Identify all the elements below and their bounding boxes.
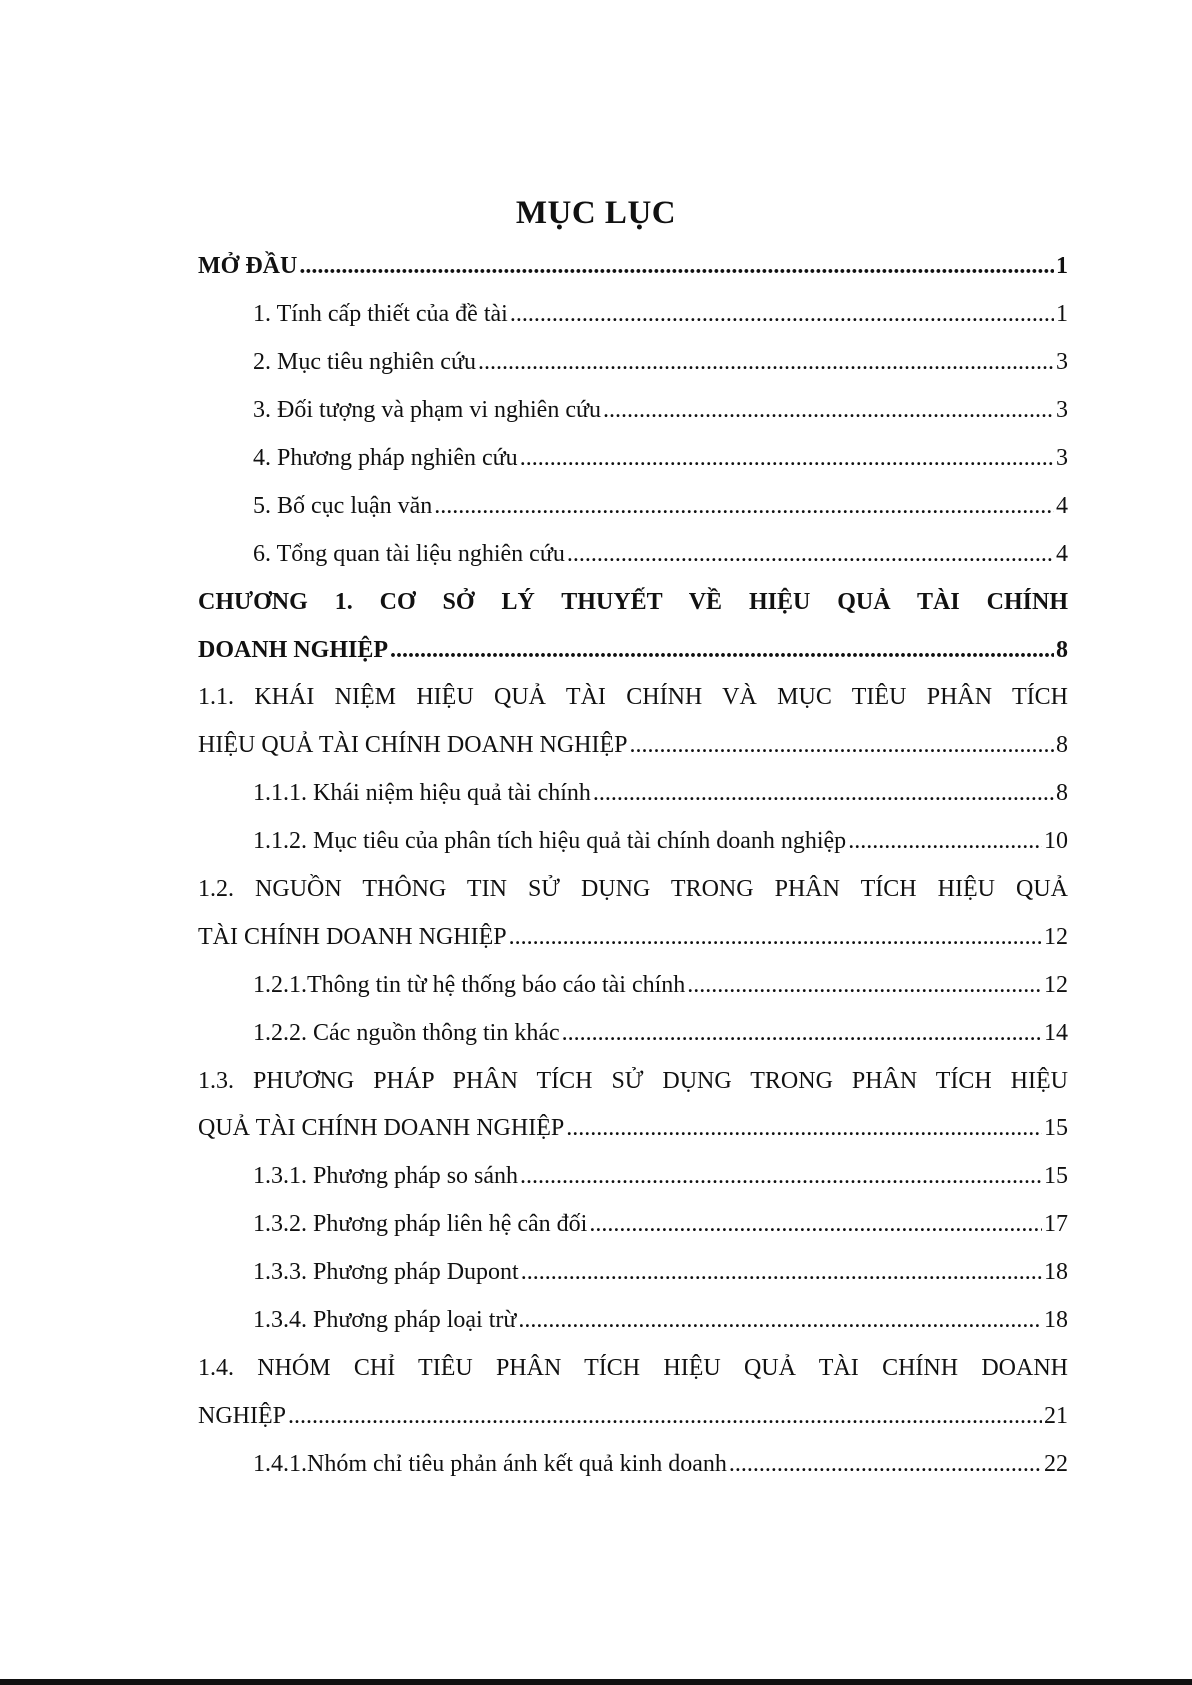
toc-entry[interactable] [198, 530, 1068, 578]
toc-entry-label: QUẢ TÀI CHÍNH DOANH NGHIỆP [198, 1115, 565, 1142]
dot-leader [848, 828, 1042, 855]
toc-entry-page: 22 [1044, 1450, 1068, 1477]
toc-entry-page: 12 [1044, 923, 1068, 950]
toc-entry[interactable] [198, 1297, 1068, 1345]
toc-entry-label: 1. Tính cấp thiết của đề tài [253, 301, 508, 328]
dot-leader [510, 301, 1054, 328]
toc-entry-label: TÀI CHÍNH DOANH NGHIỆP [198, 923, 507, 950]
dot-leader [518, 1307, 1042, 1334]
toc-entry-label: 3. Đối tượng và phạm vi nghiên cứu [253, 397, 601, 424]
dot-leader [520, 1163, 1042, 1190]
dot-leader [299, 253, 1054, 280]
toc-entry-page: 1 [1056, 253, 1068, 280]
toc-entry[interactable] [198, 1105, 1068, 1153]
toc-entry-label: 1.3.4. Phương pháp loại trừ [253, 1307, 517, 1334]
dot-leader [603, 397, 1054, 424]
toc-entry[interactable] [198, 722, 1068, 770]
dot-leader [520, 445, 1054, 472]
toc-entry[interactable] [198, 913, 1068, 961]
page-title: MỤC LỤC [515, 195, 677, 231]
toc-entry-page: 1 [1056, 301, 1068, 328]
toc-entry-page: 8 [1056, 780, 1068, 807]
toc-entry-page: 8 [1056, 732, 1068, 759]
toc-entry-label: 1.1.1. Khái niệm hiệu quả tài chính [253, 780, 591, 807]
dot-leader [390, 637, 1054, 664]
toc-entry[interactable] [198, 243, 1068, 291]
toc-entry-page: 14 [1044, 1019, 1068, 1046]
toc-entry-page: 3 [1056, 445, 1068, 471]
toc-entry-page: 4 [1056, 492, 1068, 519]
toc-entry-page: 17 [1044, 1211, 1068, 1238]
toc-entry-label: 4. Phương pháp nghiên cứu [253, 445, 518, 471]
toc-section-heading[interactable] [198, 1344, 1068, 1392]
toc-entry-label: NGHIỆP [198, 1402, 286, 1429]
dot-leader [434, 493, 1054, 520]
toc-entry-label: 1.2. NGUỒN THÔNG TIN SỬ DỤNG TRONG PHÂN TÍCH HIỆU QUẢ [198, 876, 1068, 903]
toc-entry-label: 1.1. KHÁI NIỆM HIỆU QUẢ TÀI CHÍNH VÀ MỤC TIÊU PHÂN TÍCH [198, 684, 1068, 711]
toc-entry[interactable] [198, 435, 1068, 483]
toc-entry-page: 8 [1056, 636, 1068, 663]
toc-entry-label: 2. Mục tiêu nghiên cứu [253, 349, 476, 376]
toc-entry[interactable] [198, 387, 1068, 435]
toc-entry[interactable] [198, 770, 1068, 818]
toc-entry-label: 1.3. PHƯƠNG PHÁP PHÂN TÍCH SỬ DỤNG TRONG PHÂN TÍCH HIỆU [198, 1067, 1068, 1094]
toc-entry-label: 1.1.2. Mục tiêu của phân tích hiệu quả tài chính doanh nghiệp [253, 828, 847, 855]
toc-entry-label: 1.3.1. Phương pháp so sánh [253, 1163, 519, 1190]
toc-entry[interactable] [198, 482, 1068, 530]
dot-leader [729, 1451, 1042, 1478]
toc-entry[interactable] [198, 339, 1068, 387]
dot-leader [509, 924, 1042, 951]
bottom-border [0, 1679, 1192, 1685]
toc-entry-page: 18 [1044, 1307, 1068, 1334]
toc-entry-page: 3 [1056, 349, 1068, 376]
toc-entry-page: 15 [1044, 1115, 1068, 1142]
dot-leader [630, 732, 1054, 759]
toc-entry-label: 1.3.2. Phương pháp liên hệ cân đối [253, 1211, 588, 1238]
toc-section-heading[interactable] [198, 866, 1068, 914]
toc-section-heading[interactable] [198, 1057, 1068, 1105]
toc-entry-page: 21 [1044, 1402, 1068, 1429]
toc-entry-label: HIỆU QUẢ TÀI CHÍNH DOANH NGHIỆP [198, 732, 628, 759]
toc-entry-label: CHƯƠNG 1. CƠ SỞ LÝ THUYẾT VỀ HIỆU QUẢ TÀI CHÍNH [198, 588, 1068, 615]
toc-entry-page: 15 [1044, 1163, 1068, 1190]
toc-section-heading[interactable] [198, 674, 1068, 722]
toc-entry-page: 10 [1044, 828, 1068, 855]
toc-entry[interactable] [198, 1249, 1068, 1297]
dot-leader [567, 541, 1054, 568]
dot-leader [566, 1115, 1042, 1142]
toc-entry-label: DOANH NGHIỆP [198, 636, 389, 663]
dot-leader [589, 1211, 1042, 1238]
toc-entry[interactable] [198, 291, 1068, 339]
toc-entry-page: 18 [1044, 1259, 1068, 1286]
toc-entry-label: 6. Tổng quan tài liệu nghiên cứu [253, 540, 565, 567]
dot-leader [593, 780, 1054, 807]
toc-entry[interactable] [198, 1153, 1068, 1201]
toc-entry[interactable] [198, 1009, 1068, 1057]
toc-entry-label: 5. Bố cục luận văn [253, 492, 433, 519]
toc-entry[interactable] [198, 961, 1068, 1009]
toc-entry-page: 12 [1044, 971, 1068, 998]
toc-entry-label: 1.3.3. Phương pháp Dupont [253, 1259, 519, 1286]
table-of-contents [198, 243, 1068, 1488]
dot-leader [288, 1403, 1042, 1430]
toc-entry[interactable] [198, 818, 1068, 866]
toc-entry[interactable] [198, 1392, 1068, 1440]
toc-entry-label: 1.4.1.Nhóm chỉ tiêu phản ánh kết quả kinh doanh [253, 1450, 727, 1477]
toc-entry-label: 1.4. NHÓM CHỈ TIÊU PHÂN TÍCH HIỆU QUẢ TÀI CHÍNH DOANH [198, 1354, 1068, 1381]
toc-entry[interactable] [198, 626, 1068, 674]
dot-leader [478, 349, 1054, 376]
toc-entry-label: 1.2.2. Các nguồn thông tin khác [253, 1019, 560, 1046]
toc-entry-page: 4 [1056, 540, 1068, 567]
toc-entry-label: MỞ ĐẦU [198, 253, 298, 280]
toc-entry-page: 3 [1056, 397, 1068, 424]
toc-chapter-heading[interactable] [198, 578, 1068, 626]
toc-entry[interactable] [198, 1201, 1068, 1249]
dot-leader [521, 1259, 1042, 1286]
dot-leader [562, 1020, 1042, 1047]
toc-entry[interactable] [198, 1440, 1068, 1488]
dot-leader [687, 972, 1042, 999]
toc-entry-label: 1.2.1.Thông tin từ hệ thống báo cáo tài chính [253, 971, 686, 998]
